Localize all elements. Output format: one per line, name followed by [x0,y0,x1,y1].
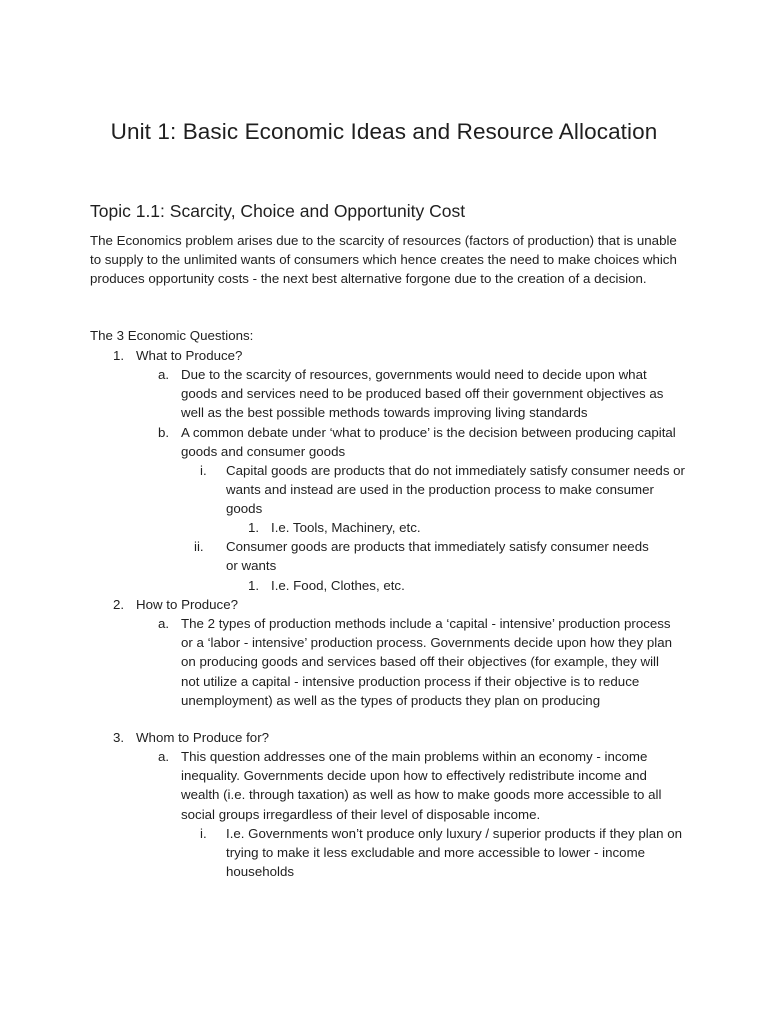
q2-marker: 2. [113,597,125,612]
topic-heading: Topic 1.1: Scarcity, Choice and Opportunity Cost [90,201,466,221]
q1-b-marker: b. [158,425,170,440]
q3-a-text: This question addresses one of the main problems within an economy - income inequality. Governments decide upon how to effectively redistribute income and wealth (i.e. through taxation) as well as how to make goods more accessible to all social groups irregardless of their level of disposable income. [181,749,662,822]
q3-a-i-text: I.e. Governments won’t produce only luxury / superior products if they plan on trying to make it less excludable and more accessible to lower - income households [226,826,683,880]
q1-b-ii-text: Consumer goods are products that immediately satisfy consumer needs or wants [226,539,649,574]
q2-a-text: The 2 types of production methods include a ‘capital - intensive’ production process or a ‘labor - intensive’ production process. Governments decide upon how they plan on producing goods and services based off their objectives (for example, they will not utilize a capital - intensive production process if their objective is to reduce unemployment) as well as the types of products they plan on producing [181,616,673,708]
q2-a-marker: a. [158,616,170,631]
document-title: Unit 1: Basic Economic Ideas and Resource Allocation [110,119,658,144]
q1-a-marker: a. [158,367,170,382]
questions-heading: The 3 Economic Questions: [90,328,254,343]
q1-marker: 1. [113,348,125,363]
q1-b-ii-sub-marker: 1. [248,578,260,593]
q2-label: How to Produce? [136,597,238,612]
q1-b-i-marker: i. [200,463,207,478]
q1-b-ii-marker: ii. [194,539,204,554]
q3-a-marker: a. [158,749,170,764]
q3-label: Whom to Produce for? [136,730,270,745]
q1-b-i-text: Capital goods are products that do not immediately satisfy consumer needs or wants and instead are used in the production process to make consumer goods [226,463,685,517]
q1-a-text: Due to the scarcity of resources, governments would need to decide upon what goods and services need to be produced based off their government objectives as well as the best possible methods towards improving living standards [181,367,664,421]
q3-a-i-marker: i. [200,826,207,841]
q1-b-i-sub-text: I.e. Tools, Machinery, etc. [271,520,421,535]
intro-paragraph: The Economics problem arises due to the scarcity of resources (factors of production) that is unable to supply to the unlimited wants of consumers which hence creates the need to make choices which produces opportunity costs - the next best alternative forgone due to the creation of a decision. [90,233,677,287]
q1-label: What to Produce? [136,348,243,363]
q3-marker: 3. [113,730,125,745]
q1-b-ii-sub-text: I.e. Food, Clothes, etc. [271,578,405,593]
q1-b-i-sub-marker: 1. [248,520,260,535]
q1-b-text: A common debate under ‘what to produce’ is the decision between producing capital goods and consumer goods [181,425,676,460]
